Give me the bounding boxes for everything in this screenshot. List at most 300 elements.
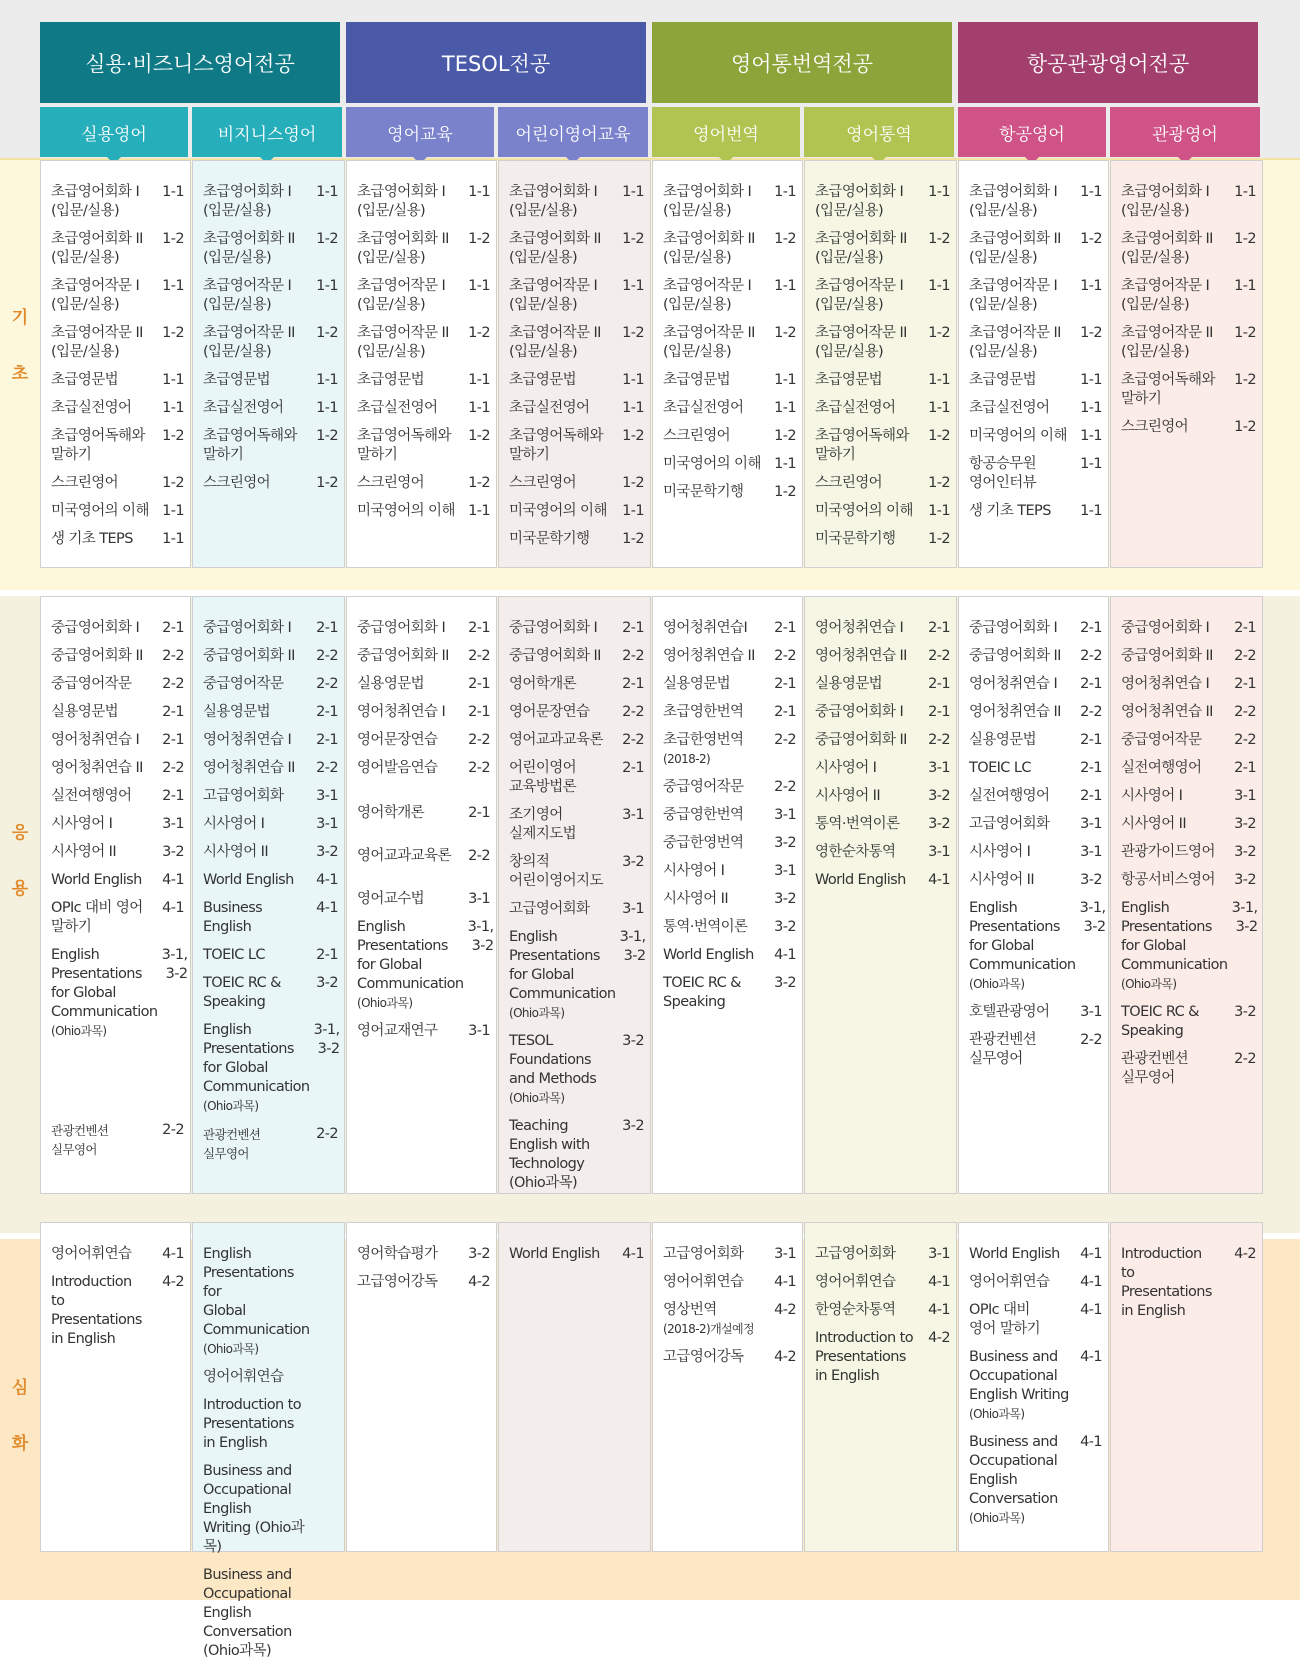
course-semester: 2-1 xyxy=(316,732,338,748)
course-name: 중급영어회화 I xyxy=(203,620,292,636)
course-semester: 2-2 xyxy=(316,760,338,776)
course-item xyxy=(663,277,796,315)
course-item xyxy=(203,843,338,862)
course-semester: 3-2 xyxy=(774,975,796,991)
course-name: 초급영문법 xyxy=(203,372,271,388)
course-name: 중급영어회화 II xyxy=(357,648,449,664)
course-item xyxy=(1121,277,1256,315)
course-item xyxy=(509,1245,644,1264)
course-semester: 1-2 xyxy=(928,475,950,491)
course-name: 초급영어작문 II (입문/실용) xyxy=(969,325,1061,360)
course-semester: 2-1 xyxy=(928,704,950,720)
course-item xyxy=(203,731,338,750)
course-item xyxy=(969,183,1102,221)
course-semester: 1-2 xyxy=(622,231,644,247)
course-item xyxy=(509,900,644,919)
course-name: 초급실전영어 xyxy=(51,400,132,416)
course-item xyxy=(357,1245,490,1264)
course-item xyxy=(663,834,796,853)
course-name: 실전여행영어 xyxy=(51,788,132,804)
course-item xyxy=(1121,324,1256,362)
course-name: English Presentations for Global Communication (Ohio과목) xyxy=(509,928,620,1023)
course-semester: 1-1 xyxy=(622,503,644,519)
course-semester: 4-2 xyxy=(774,1349,796,1365)
course-name: 초급영어독해와 말하기 xyxy=(203,428,297,463)
course-semester: 1-1 xyxy=(928,278,950,294)
course-item xyxy=(969,427,1102,446)
course-name: English Presentations for Global Communication (Ohio과목) xyxy=(969,899,1080,994)
course-semester: 2-1 xyxy=(928,676,950,692)
course-name: 미국영어의 이해 xyxy=(357,503,455,519)
course-name: 영어청취연습 II xyxy=(51,760,143,776)
course-semester: 1-1 xyxy=(622,278,644,294)
course-name: 초급영한번역 xyxy=(663,704,744,720)
course-note: (Ohio과목) xyxy=(969,1511,1025,1525)
course-name: 초급영어회화 II (입문/실용) xyxy=(51,231,143,266)
course-semester: 2-2 xyxy=(1234,1051,1256,1067)
course-semester: 2-1 xyxy=(162,704,184,720)
course-semester: 1-1 xyxy=(316,184,338,200)
course-semester: 3-1 xyxy=(468,1023,490,1039)
course-semester: 1-1 xyxy=(1080,372,1102,388)
course-semester: 1-1 xyxy=(162,278,184,294)
course-item xyxy=(663,974,796,1012)
course-item xyxy=(663,946,796,965)
course-semester: 3-1 xyxy=(1080,844,1102,860)
course-name: 초급영어회화 I (입문/실용) xyxy=(357,184,446,219)
course-name: 시사영어 I xyxy=(203,816,265,832)
course-name: Introduction to Presentations in English xyxy=(1121,1246,1212,1319)
course-column-basic xyxy=(40,160,191,568)
course-item xyxy=(815,502,950,521)
course-column-applied xyxy=(192,596,345,1194)
course-semester: 1-1 xyxy=(928,400,950,416)
course-item xyxy=(509,371,644,390)
course-semester: 3-2 xyxy=(774,919,796,935)
course-name: 미국영어의 이해 xyxy=(51,503,149,519)
course-name: 초급실전영어 xyxy=(663,400,744,416)
course-semester: 4-1 xyxy=(316,872,338,888)
course-name: 생 기초 TEPS xyxy=(51,531,133,547)
course-name: 관광컨벤션 실무영어 xyxy=(51,1123,109,1157)
course-semester: 3-1 xyxy=(1080,1004,1102,1020)
course-semester: 2-1 xyxy=(316,620,338,636)
course-name: 관광가이드영어 xyxy=(1121,844,1215,860)
track-header xyxy=(958,107,1106,157)
course-item xyxy=(509,806,644,844)
course-name: English Presentations for Global Communication (Ohio과목) xyxy=(203,1245,313,1359)
course-name: 생 기초 TEPS xyxy=(969,503,1051,519)
course-semester: 1-2 xyxy=(162,231,184,247)
course-name: English Presentations for Global Communication (Ohio과목) xyxy=(203,1021,314,1116)
course-name: 시사영어 I xyxy=(51,816,113,832)
course-name: 중급영어회화 II xyxy=(203,648,295,664)
course-semester: 1-2 xyxy=(316,475,338,491)
course-semester: 2-2 xyxy=(162,648,184,664)
course-semester: 1-1 xyxy=(162,531,184,547)
course-item xyxy=(357,183,490,221)
course-name: 영어문장연습 xyxy=(357,732,438,748)
course-item xyxy=(663,1245,796,1264)
course-item xyxy=(357,847,490,866)
course-semester: 4-1 xyxy=(1080,1274,1102,1290)
course-semester: 3-2 xyxy=(1080,872,1102,888)
course-item xyxy=(203,787,338,806)
course-semester: 1-2 xyxy=(1234,325,1256,341)
course-name: 실용영문법 xyxy=(815,676,883,692)
course-item xyxy=(969,324,1102,362)
track-header xyxy=(1110,107,1260,157)
course-name: 초급실전영어 xyxy=(969,400,1050,416)
course-semester: 1-1 xyxy=(774,278,796,294)
course-semester: 3-2 xyxy=(622,1118,644,1134)
course-item xyxy=(203,871,338,890)
course-semester: 3-2 xyxy=(316,844,338,860)
course-name: 영어청취연습 I xyxy=(51,732,140,748)
course-semester: 1-2 xyxy=(316,428,338,444)
course-name: 스크린영어 xyxy=(663,428,731,444)
course-column-advanced xyxy=(192,1222,345,1659)
course-name: 초급영어작문 I (입문/실용) xyxy=(203,278,292,313)
course-column-advanced xyxy=(804,1222,957,1552)
course-item xyxy=(203,675,338,694)
course-name: 영어청취연습 I xyxy=(815,620,904,636)
course-semester: 2-2 xyxy=(774,648,796,664)
course-name: 실전여행영어 xyxy=(969,788,1050,804)
course-item xyxy=(51,1245,184,1264)
course-item xyxy=(51,427,184,465)
course-item xyxy=(969,1245,1102,1264)
course-item xyxy=(357,759,490,778)
course-item xyxy=(663,731,796,769)
course-item xyxy=(663,778,796,797)
course-name: 초급영어독해와 말하기 xyxy=(1121,372,1215,407)
course-name: TOEIC RC & Speaking xyxy=(203,975,281,1010)
course-name: 초급한영번역 (2018-2) xyxy=(663,731,770,769)
course-name: Introduction to Presentations in English xyxy=(203,1397,301,1451)
course-item xyxy=(203,427,338,465)
track-header xyxy=(804,107,954,157)
course-item xyxy=(663,619,796,638)
course-name: 초급영문법 xyxy=(663,372,731,388)
course-name: 영어청취연습 II xyxy=(663,648,755,664)
course-name: 한영순차통역 xyxy=(815,1302,896,1318)
course-name: 중급영어작문 xyxy=(203,676,284,692)
course-name: 초급영어작문 II (입문/실용) xyxy=(357,325,449,360)
course-item xyxy=(1121,815,1256,834)
course-note: (Ohio과목) xyxy=(203,1342,259,1356)
course-name: 초급실전영어 xyxy=(357,400,438,416)
course-item xyxy=(509,530,644,549)
course-semester: 1-1 xyxy=(316,400,338,416)
course-item xyxy=(357,502,490,521)
course-item xyxy=(51,1273,184,1349)
course-item xyxy=(203,703,338,722)
course-name: 영어교과교육론 xyxy=(357,848,451,864)
course-name: 스크린영어 xyxy=(51,475,119,491)
course-semester: 3-1 xyxy=(1234,788,1256,804)
course-name: 시사영어 II xyxy=(815,788,880,804)
course-item xyxy=(357,703,490,722)
course-name: 초급실전영어 xyxy=(203,400,284,416)
major-header: 항공관광영어전공 xyxy=(958,22,1258,103)
course-item xyxy=(663,324,796,362)
track-header-label: 관광영어 xyxy=(1152,124,1218,145)
course-semester: 1-1 xyxy=(1080,503,1102,519)
track-header-label: 비지니스영어 xyxy=(217,124,317,145)
course-column-basic xyxy=(192,160,345,568)
course-name: TOEIC LC xyxy=(203,947,265,963)
course-item xyxy=(663,1273,796,1292)
course-item xyxy=(815,277,950,315)
course-name: 초급영어작문 II (입문/실용) xyxy=(203,325,295,360)
course-semester: 3-2 xyxy=(1234,1004,1256,1020)
course-item xyxy=(1121,619,1256,638)
course-item xyxy=(357,890,490,909)
course-semester: 1-2 xyxy=(1234,372,1256,388)
course-semester: 1-1 xyxy=(928,503,950,519)
course-semester: 4-2 xyxy=(1234,1246,1256,1262)
course-name: 초급실전영어 xyxy=(509,400,590,416)
course-semester: 1-2 xyxy=(1080,325,1102,341)
course-semester: 4-2 xyxy=(468,1274,490,1290)
course-name: 초급영어작문 I (입문/실용) xyxy=(51,278,140,313)
course-name: Business English xyxy=(203,900,263,935)
course-name: 고급영어회화 xyxy=(815,1246,896,1262)
course-name: 초급영문법 xyxy=(51,372,119,388)
course-name: 초급영어회화 II (입문/실용) xyxy=(815,231,907,266)
course-semester: 2-1 xyxy=(1234,760,1256,776)
course-name: World English xyxy=(815,872,906,888)
course-name: 영어학개론 xyxy=(509,676,577,692)
course-semester: 1-2 xyxy=(1234,231,1256,247)
course-item xyxy=(969,1301,1102,1339)
course-name: 초급영어회화 I (입문/실용) xyxy=(509,184,598,219)
course-name: 통역·번역이론 xyxy=(663,919,748,935)
course-semester: 1-2 xyxy=(468,231,490,247)
course-semester: 3-2 xyxy=(774,891,796,907)
course-semester: 2-1 xyxy=(1080,788,1102,804)
level-label-advanced: 심 화 xyxy=(11,1378,29,1454)
course-name: 초급영어작문 II (입문/실용) xyxy=(1121,325,1213,360)
course-semester: 4-1 xyxy=(928,1302,950,1318)
course-semester: 1-2 xyxy=(622,531,644,547)
course-item xyxy=(203,1566,338,1661)
course-semester xyxy=(312,1368,338,1387)
course-column-advanced xyxy=(346,1222,497,1552)
course-item xyxy=(969,1348,1102,1424)
course-semester: 1-1 xyxy=(468,400,490,416)
course-semester: 3-2 xyxy=(1234,844,1256,860)
course-item xyxy=(357,277,490,315)
course-semester: 3-2 xyxy=(1234,816,1256,832)
course-name: 미국영어의 이해 xyxy=(815,503,913,519)
course-name: World English xyxy=(203,872,294,888)
course-item xyxy=(815,183,950,221)
course-semester: 3-1 xyxy=(774,807,796,823)
level-label-applied: 응 용 xyxy=(11,823,29,899)
course-name: 영어청취연습 I xyxy=(1121,676,1210,692)
course-item xyxy=(663,862,796,881)
course-name: 초급영어작문 I (입문/실용) xyxy=(815,278,904,313)
course-name: 시사영어 I xyxy=(969,844,1031,860)
course-item xyxy=(1121,675,1256,694)
course-semester: 3-1, 3-2 xyxy=(161,947,188,982)
course-semester: 2-1 xyxy=(622,760,644,776)
course-name: TESOL Foundations and Methods (Ohio과목) xyxy=(509,1032,618,1108)
course-name: 중급영어회화 II xyxy=(969,648,1061,664)
course-name: 중급영어회화 II xyxy=(1121,648,1213,664)
course-semester: 4-1 xyxy=(1080,1246,1102,1262)
course-name: 영어청취연습 II xyxy=(815,648,907,664)
course-item xyxy=(663,1301,796,1339)
course-name: 고급영어회화 xyxy=(509,901,590,917)
course-name: 초급영어독해와 말하기 xyxy=(509,428,603,463)
course-column-advanced xyxy=(498,1222,651,1552)
course-item xyxy=(203,324,338,362)
track-header-label: 항공영어 xyxy=(999,124,1065,145)
course-name: OPIc 대비 영어 말하기 xyxy=(51,900,143,935)
course-semester: 3-2 xyxy=(774,835,796,851)
course-semester: 2-1 xyxy=(468,704,490,720)
course-name: TOEIC RC & Speaking xyxy=(663,975,741,1010)
course-item xyxy=(51,619,184,638)
course-name: 조기영어 실제지도법 xyxy=(509,807,577,842)
course-name: 실용영문법 xyxy=(51,704,119,720)
course-semester: 4-1 xyxy=(622,1246,644,1262)
course-name: English Presentations for Global Communication (Ohio과목) xyxy=(51,946,162,1041)
course-name: 고급영어강독 xyxy=(663,1349,744,1365)
course-item xyxy=(203,1021,338,1116)
course-name: 창의적 어린이영어지도 xyxy=(509,854,603,889)
course-note: (2018-2)개설예정 xyxy=(663,1322,755,1336)
course-item xyxy=(1121,703,1256,722)
course-semester: 4-1 xyxy=(162,900,184,916)
course-name: 고급영어회화 xyxy=(969,816,1050,832)
course-item xyxy=(51,647,184,666)
course-item xyxy=(203,371,338,390)
course-item xyxy=(51,183,184,221)
track-header-label: 영어번역 xyxy=(693,124,759,145)
course-item xyxy=(203,474,338,493)
course-semester: 1-1 xyxy=(468,372,490,388)
course-column-applied xyxy=(1110,596,1263,1194)
course-semester: 1-1 xyxy=(1080,428,1102,444)
track-header xyxy=(40,107,188,157)
course-item xyxy=(1121,647,1256,666)
course-note: (Ohio과목) xyxy=(203,1099,259,1113)
course-semester: 2-1 xyxy=(1080,732,1102,748)
course-name: 중급영어회화 I xyxy=(1121,620,1210,636)
course-semester: 1-1 xyxy=(162,372,184,388)
course-semester: 2-1 xyxy=(622,620,644,636)
course-column-basic xyxy=(958,160,1109,568)
course-name: 초급영어작문 I (입문/실용) xyxy=(357,278,446,313)
major-header: TESOL전공 xyxy=(346,22,646,103)
course-semester: 1-1 xyxy=(1234,184,1256,200)
course-semester: 1-1 xyxy=(622,400,644,416)
course-item xyxy=(815,703,950,722)
course-item xyxy=(1121,230,1256,268)
course-semester: 2-1 xyxy=(316,704,338,720)
course-semester: 1-2 xyxy=(774,484,796,500)
course-semester: 2-2 xyxy=(1080,648,1102,664)
course-item xyxy=(663,427,796,446)
course-semester: 1-1 xyxy=(1080,400,1102,416)
track-header xyxy=(498,107,648,157)
course-name: 영어교재연구 xyxy=(357,1023,438,1039)
course-name: 항공승무원 영어인터뷰 xyxy=(969,456,1037,491)
course-item xyxy=(509,399,644,418)
course-name: 영어어휘연습 xyxy=(51,1246,132,1262)
course-semester: 2-1 xyxy=(162,620,184,636)
course-name: 관광컨벤션 실무영어 xyxy=(969,1032,1037,1067)
course-semester: 2-2 xyxy=(1234,704,1256,720)
course-name: 스크린영어 xyxy=(203,475,271,491)
course-semester xyxy=(312,1566,338,1661)
course-item xyxy=(969,731,1102,750)
course-semester: 3-1, 3-2 xyxy=(467,919,494,954)
course-item xyxy=(1121,418,1256,437)
course-name: 미국영어의 이해 xyxy=(969,428,1067,444)
course-item xyxy=(815,843,950,862)
course-name: 초급영어회화 I (입문/실용) xyxy=(203,184,292,219)
course-semester: 2-2 xyxy=(468,760,490,776)
course-name: 영어청취연습I xyxy=(663,620,748,636)
course-item xyxy=(969,1433,1102,1528)
course-item xyxy=(509,474,644,493)
course-item xyxy=(1121,871,1256,890)
course-name: 중급영어회화 I xyxy=(815,704,904,720)
course-semester: 1-2 xyxy=(468,428,490,444)
course-item xyxy=(663,918,796,937)
course-name: 어린이영어 교육방법론 xyxy=(509,760,577,795)
course-note: (Ohio과목) xyxy=(357,996,413,1010)
course-item xyxy=(969,399,1102,418)
course-item xyxy=(203,619,338,638)
course-item xyxy=(815,647,950,666)
course-item xyxy=(509,853,644,891)
course-semester: 1-2 xyxy=(162,325,184,341)
course-item xyxy=(815,371,950,390)
course-item xyxy=(203,277,338,315)
course-semester: 1-1 xyxy=(162,184,184,200)
course-item xyxy=(969,647,1102,666)
track-header-label: 실용영어 xyxy=(81,124,147,145)
course-semester: 1-1 xyxy=(774,456,796,472)
course-column-applied xyxy=(804,596,957,1194)
course-semester: 3-1 xyxy=(316,788,338,804)
course-semester: 3-2 xyxy=(1234,872,1256,888)
course-semester: 4-2 xyxy=(928,1330,950,1346)
course-semester: 2-1 xyxy=(1234,620,1256,636)
course-column-basic xyxy=(652,160,803,568)
course-item xyxy=(509,502,644,521)
course-name: English Presentations for Global Communication (Ohio과목) xyxy=(357,918,468,1013)
course-item xyxy=(1121,183,1256,221)
course-semester: 2-1 xyxy=(162,732,184,748)
course-item xyxy=(663,483,796,502)
course-semester: 4-1 xyxy=(1080,1302,1102,1318)
course-item xyxy=(51,502,184,521)
course-name: Introduction to Presentations in English xyxy=(815,1330,913,1384)
course-semester: 2-1 xyxy=(1080,676,1102,692)
course-item xyxy=(815,675,950,694)
course-item xyxy=(51,371,184,390)
course-semester: 2-2 xyxy=(468,848,490,864)
course-name: 중급영한번역 xyxy=(663,807,744,823)
course-name: Teaching English with Technology (Ohio과목) xyxy=(509,1118,590,1191)
